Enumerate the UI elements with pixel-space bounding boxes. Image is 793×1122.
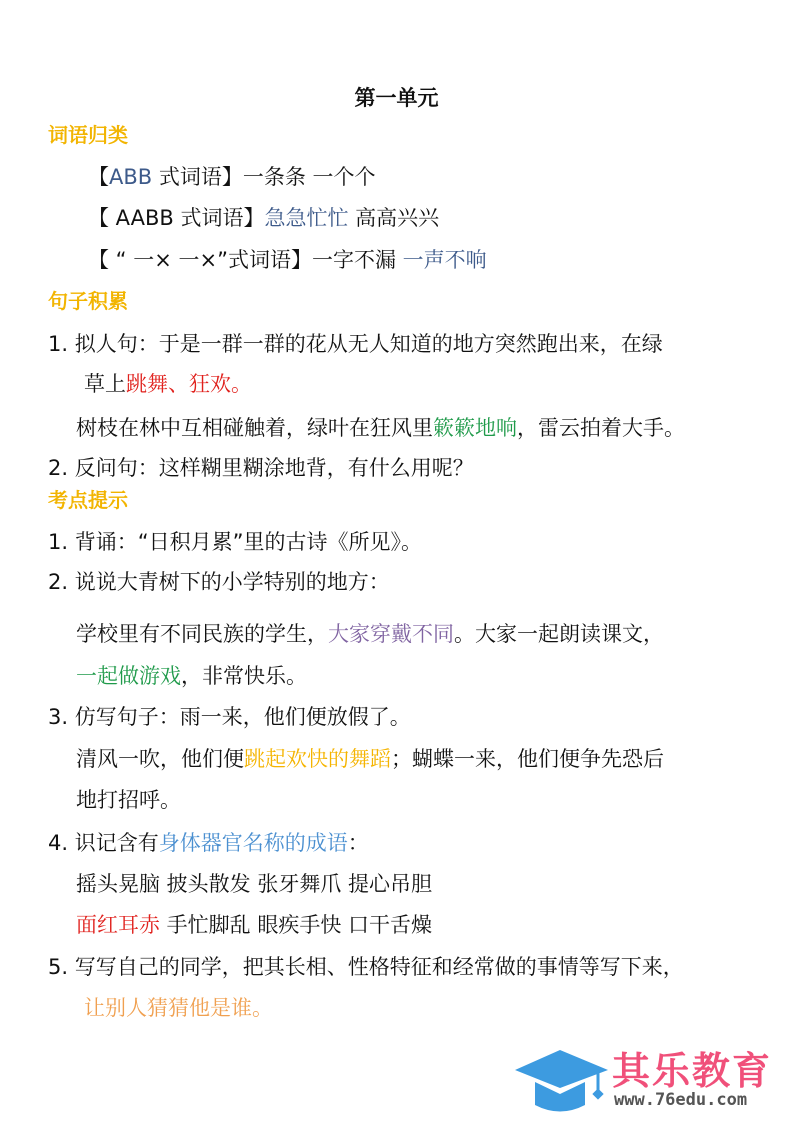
list-item: 地打招呼。 (76, 788, 181, 812)
list-item (76, 414, 685, 442)
page-title: 第一单元 (354, 86, 439, 110)
list-item: 1. 拟人句：于是一群一群的花从无人知道的地方突然跑出来，在绿 (48, 332, 663, 356)
list-item: 1. 背诵：“日积月累”里的古诗《所见》。 (48, 530, 422, 554)
logo (510, 1040, 790, 1115)
text: 一起做游戏 (76, 664, 181, 688)
text: 高高兴兴 (348, 206, 440, 230)
text: 。大家一起朗读课文， (454, 622, 664, 646)
text: 身体器官名称的成语 (158, 831, 348, 855)
text: 学校里有不同民族的学生， (76, 622, 328, 646)
text: 树枝在林中互相碰触着，绿叶在狂风里 (76, 416, 433, 440)
logo-name: 其乐教育 (612, 1049, 773, 1093)
list-item: 2. 反问句：这样糊里糊涂地背，有什么用呢？ (48, 456, 474, 480)
text: 手忙脚乱 眼疾手快 口干舌燥 (160, 913, 433, 937)
text: 面红耳赤 (76, 913, 160, 937)
list-item (76, 662, 307, 690)
text: 【 AABB 式词语】 (88, 206, 265, 230)
text: 式词语】一条条 一个个 (158, 165, 376, 189)
list-item (48, 829, 369, 857)
text: ，非常快乐。 (181, 664, 307, 688)
text: 急急忙忙 (264, 206, 349, 230)
list-item (76, 620, 664, 648)
list-item: 摇头晃脑 披头散发 张牙舞爪 提心吊胆 (76, 872, 433, 896)
text: 大家穿戴不同 (328, 622, 454, 646)
text: ： (347, 831, 369, 855)
text: 4. 识记含有 (48, 831, 159, 855)
text: 清风一吹，他们便 (76, 747, 244, 771)
list-item: 3. 仿写句子：雨一来，他们便放假了。 (48, 705, 411, 729)
list-item (84, 370, 252, 398)
text: ，雷云拍着大手。 (517, 416, 685, 440)
text: 一声不响 (402, 248, 487, 272)
section-heading: 词语归类 (48, 123, 128, 147)
list-item: 2. 说说大青树下的小学特别的地方： (48, 570, 390, 594)
list-item: 让别人猜猜他是谁。 (84, 996, 273, 1020)
section-heading: 句子积累 (48, 289, 128, 313)
list-item: 5. 写写自己的同学，把其长相、性格特征和经常做的事情等写下来， (48, 955, 684, 979)
text: ；蝴蝶一来，他们便争先恐后 (391, 747, 664, 771)
text: 跳舞、狂欢。 (126, 372, 252, 396)
word-line (88, 204, 439, 232)
word-line (88, 246, 487, 274)
word-line (88, 163, 376, 191)
list-item (76, 745, 664, 773)
section-heading: 考点提示 (48, 488, 128, 512)
list-item (76, 911, 432, 939)
text: 簌簌地响 (433, 416, 517, 440)
text: 【 (88, 165, 109, 189)
text: 【 “ 一× 一×”式词语】一字不漏 (88, 248, 403, 272)
text: ABB (109, 165, 153, 189)
logo-url: www.76edu.com (614, 1090, 748, 1110)
graduation-cap-icon (510, 1040, 610, 1115)
text: 跳起欢快的舞蹈 (244, 747, 391, 771)
text: 草上 (84, 372, 126, 396)
